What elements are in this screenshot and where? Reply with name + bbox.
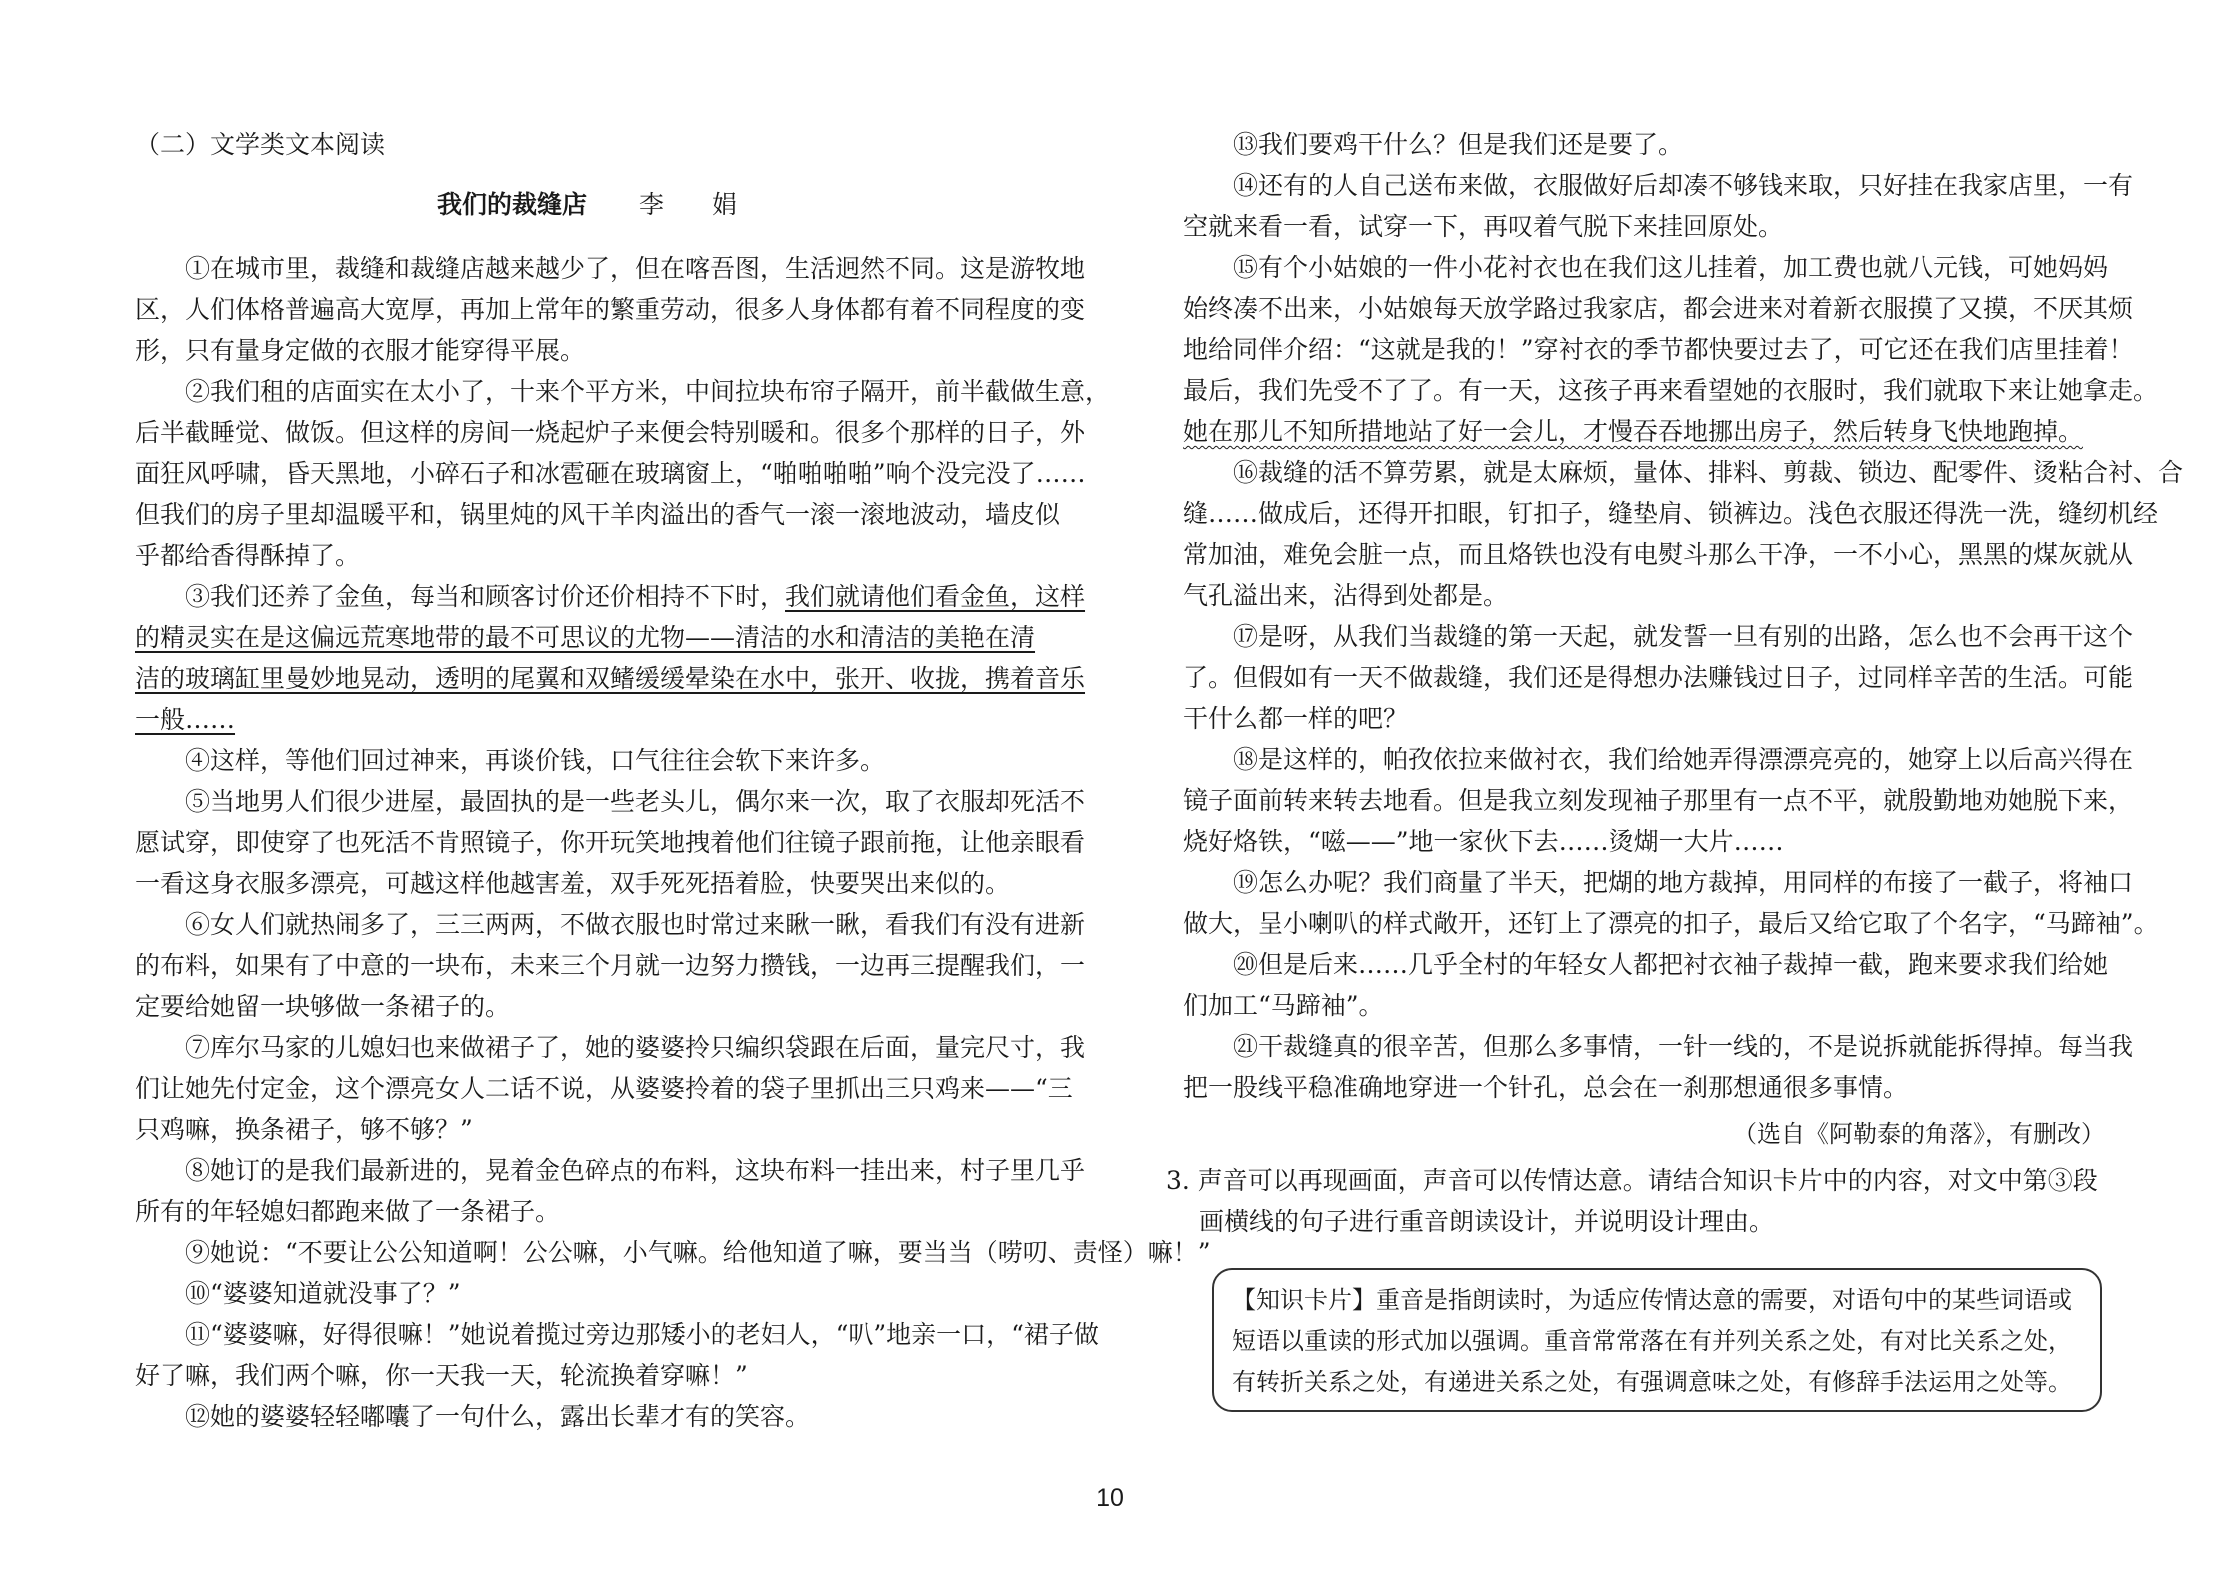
card-line: 有转折关系之处，有递进关系之处，有强调意味之处，有修辞手法运用之处等。: [1232, 1368, 2072, 1396]
text-line: 缝……做成后，还得开扣眼，钉扣子，缝垫肩、锁裤边。浅色衣服还得洗一洗，缝纫机经: [1183, 499, 2159, 528]
text-line: 一看这身衣服多漂亮，可越这样他越害羞，双手死死捂着脸，快要哭出来似的。: [135, 869, 1011, 898]
text-line: 常加油，难免会脏一点，而且烙铁也没有电熨斗那么干净，一不小心，黑黑的煤灰就从: [1183, 540, 2134, 569]
text-line: 但我们的房子里却温暖平和，锅里炖的风干羊肉溢出的香气一滚一滚地波动，墙皮似: [135, 500, 1061, 529]
text-line: ⑱是这样的，帕孜依拉来做衬衣，我们给她弄得漂漂亮亮的，她穿上以后高兴得在: [1183, 745, 2134, 774]
text-line: 做大，呈小喇叭的样式敞开，还钉上了漂亮的扣子，最后又给它取了个名字，“马蹄袖”。: [1183, 909, 2159, 938]
text-line: 形，只有量身定做的衣服才能穿得平展。: [135, 336, 586, 365]
card-line: 【知识卡片】重音是指朗读时，为适应传情达意的需要，对语句中的某些词语或: [1232, 1286, 2072, 1314]
article-title: [135, 188, 1059, 222]
text-line: 只鸡嘛，换条裙子，够不够？”: [135, 1115, 473, 1144]
article-title-text: 我们的裁缝店: [437, 190, 588, 219]
text-line: 始终凑不出来，小姑娘每天放学路过我家店，都会进来对着新衣服摸了又摸，不厌其烦: [1183, 294, 2134, 323]
text-line: 烧好烙铁，“嗞——”地一家伙下去……烫煳一大片……: [1183, 827, 1784, 856]
text-line: 干什么都一样的吧？: [1183, 704, 1409, 733]
text-line: ⑲怎么办呢？我们商量了半天，把煳的地方裁掉，用同样的布接了一截子，将袖口: [1183, 868, 2134, 897]
text-line: ⑰是呀，从我们当裁缝的第一天起，就发誓一旦有别的出路，怎么也不会再干这个: [1183, 622, 2134, 651]
text-line: ㉑干裁缝真的很辛苦，但那么多事情，一针一线的，不是说拆就能拆得掉。每当我: [1183, 1032, 2134, 1061]
text-line: 乎都给香得酥掉了。: [135, 541, 361, 570]
text-line: 了。但假如有一天不做裁缝，我们还是得想办法赚钱过日子，过同样辛苦的生活。可能: [1183, 663, 2134, 692]
underlined-sentence: 的精灵实在是这偏远荒寒地带的最不可思议的尤物——清洁的水和清洁的美艳在清: [135, 623, 1036, 652]
text-line: ⑨她说：“不要让公公知道啊！公公嘛，小气嘛。给他知道了嘛，要当当（唠叨、责怪）嘛！”: [135, 1238, 1211, 1267]
text-line: 所有的年轻媳妇都跑来做了一条裙子。: [135, 1197, 561, 1226]
text-line: 地给同伴介绍：“这就是我的！”穿衬衣的季节都快要过去了，可它还在我们店里挂着！: [1183, 335, 2134, 364]
text-line: ①在城市里，裁缝和裁缝店越来越少了，但在喀吾图，生活迥然不同。这是游牧地: [135, 254, 1086, 283]
text-line: ⑥女人们就热闹多了，三三两两，不做衣服也时常过来瞅一瞅，看我们有没有进新: [135, 910, 1086, 939]
underlined-sentence: 一般……: [135, 705, 236, 734]
knowledge-card: [1212, 1268, 2102, 1412]
text-line: ⑩“婆婆知道就没事了？”: [135, 1279, 461, 1308]
section-title: （二）文学类文本阅读: [135, 130, 386, 159]
text-line: ⑬我们要鸡干什么？但是我们还是要了。: [1183, 130, 1684, 159]
text-line: ④这样，等他们回过神来，再谈价钱，口气往往会软下来许多。: [135, 746, 886, 775]
text-line: 区，人们体格普遍高大宽厚，再加上常年的繁重劳动，很多人身体都有着不同程度的变: [135, 295, 1086, 324]
text-line: 空就来看一看，试穿一下，再叹着气脱下来挂回原处。: [1183, 212, 1784, 241]
text-line: ⑮有个小姑娘的一件小花衬衣也在我们这儿挂着，加工费也就八元钱，可她妈妈: [1183, 253, 2109, 282]
article-author: 李 娟: [639, 190, 757, 219]
card-line: 短语以重读的形式加以强调。重音常常落在有并列关系之处，有对比关系之处，: [1232, 1327, 2072, 1355]
question-line: 画横线的句子进行重音朗读设计，并说明设计理由。: [1199, 1207, 1775, 1236]
text-line: 们加工“马蹄袖”。: [1183, 991, 1384, 1020]
text-line: 气孔溢出来，沾得到处都是。: [1183, 581, 1509, 610]
text-line: [135, 580, 1085, 614]
page-number: 10: [1096, 1484, 1124, 1512]
text-line: ⑫她的婆婆轻轻嘟囔了一句什么，露出长辈才有的笑容。: [135, 1402, 811, 1431]
text-line: ⑪“婆婆嘛，好得很嘛！”她说着揽过旁边那矮小的老妇人，“叭”地亲一口，“裙子做: [135, 1320, 1099, 1349]
text-line: ⑦库尔马家的儿媳妇也来做裙子了，她的婆婆拎只编织袋跟在后面，量完尺寸，我: [135, 1033, 1086, 1062]
text-line: 镜子面前转来转去地看。但是我立刻发现袖子那里有一点不平，就殷勤地劝她脱下来，: [1183, 786, 2134, 815]
text-line: 面狂风呼啸，昏天黑地，小碎石子和冰雹砸在玻璃窗上，“啪啪啪啪”响个没完没了……: [135, 459, 1086, 488]
text-line: ②我们租的店面实在太小了，十来个平方米，中间拉块布帘子隔开，前半截做生意，: [135, 377, 1111, 406]
text-line: ⑭还有的人自己送布来做，衣服做好后却凑不够钱来取，只好挂在我家店里，一有: [1183, 171, 2134, 200]
text-line: ⑤当地男人们很少进屋，最固执的是一些老头儿，偶尔来一次，取了衣服却死活不: [135, 787, 1086, 816]
text-line: 最后，我们先受不了了。有一天，这孩子再来看望她的衣服时，我们就取下来让她拿走。: [1183, 376, 2159, 405]
question-line: 3. 声音可以再现画面，声音可以传情达意。请结合知识卡片中的内容，对文中第③段: [1166, 1166, 2098, 1195]
text-line: ⑯裁缝的活不算劳累，就是太麻烦，量体、排料、剪裁、锁边、配零件、烫粘合衬、合: [1183, 458, 2184, 487]
text-line: 定要给她留一块够做一条裙子的。: [135, 992, 511, 1021]
text-line: 后半截睡觉、做饭。但这样的房间一烧起炉子来便会特别暖和。很多个那样的日子，外: [135, 418, 1086, 447]
text-line: ⑧她订的是我们最新进的，晃着金色碎点的布料，这块布料一挂出来，村子里几乎: [135, 1156, 1086, 1185]
text-line: 愿试穿，即使穿了也死活不肯照镜子，你开玩笑地拽着他们往镜子跟前拖，让他亲眼看: [135, 828, 1086, 857]
text-line: ⑳但是后来……几乎全村的年轻女人都把衬衣袖子裁掉一截，跑来要求我们给她: [1183, 950, 2109, 979]
text-segment: ③我们还养了金鱼，每当和顾客讨价还价相持不下时，: [135, 582, 786, 611]
text-line: 的布料，如果有了中意的一块布，未来三个月就一边努力攒钱，一边再三提醒我们，一: [135, 951, 1086, 980]
underlined-sentence: 洁的玻璃缸里曼妙地晃动，透明的尾翼和双鳍缓缓晕染在水中，张开、收拢，携着音乐: [135, 664, 1086, 693]
text-line: 把一股线平稳准确地穿进一个针孔，总会在一刹那想通很多事情。: [1183, 1073, 1909, 1102]
text-line: 们让她先付定金，这个漂亮女人二话不说，从婆婆拎着的袋子里抓出三只鸡来——“三: [135, 1074, 1073, 1103]
underlined-sentence: 我们就请他们看金鱼，这样: [785, 582, 1086, 611]
text-line: 好了嘛，我们两个嘛，你一天我一天，轮流换着穿嘛！”: [135, 1361, 748, 1390]
wavy-underlined-sentence: 她在那儿不知所措地站了好一会儿，才慢吞吞地挪出房子，然后转身飞快地跑掉。: [1183, 417, 2084, 446]
source-citation: （选自《阿勒泰的角落》，有删改）: [1733, 1120, 2105, 1148]
